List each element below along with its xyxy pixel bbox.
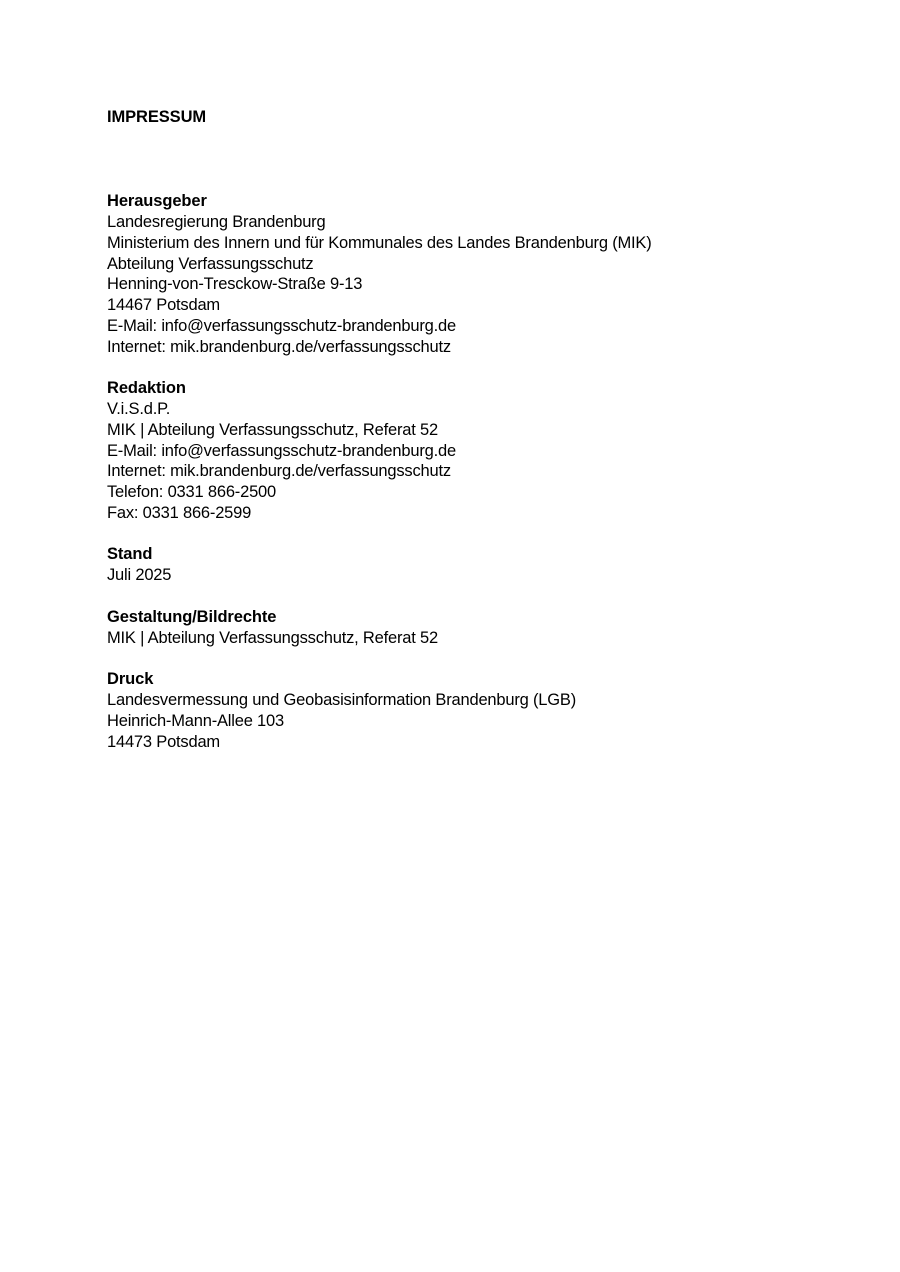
section-heading: Herausgeber xyxy=(107,192,207,210)
impressum-page xyxy=(107,107,867,773)
section-line: 14473 Potsdam xyxy=(107,732,220,751)
section-line: Landesregierung Brandenburg xyxy=(107,213,326,231)
section-line: Fax: 0331 866-2599 xyxy=(107,504,252,523)
section-line: E-Mail: info@verfassungsschutz-brandenburg.de xyxy=(107,316,456,335)
section-gestaltung-bildrechte xyxy=(107,607,867,649)
section-line: MIK | Abteilung Verfassungsschutz, Referat 52 xyxy=(107,420,438,439)
section-line: Internet: mik.brandenburg.de/verfassungsschutz xyxy=(107,462,451,481)
section-line: V.i.S.d.P. xyxy=(107,400,171,419)
section-line: Juli 2025 xyxy=(107,566,172,585)
section-line: Henning-von-Tresckow-Straße 9-13 xyxy=(107,275,363,294)
section-stand xyxy=(107,544,867,586)
section-line: MIK | Abteilung Verfassungsschutz, Referat 52 xyxy=(107,628,438,647)
section-heading: Redaktion xyxy=(107,379,186,398)
section-line: 14467 Potsdam xyxy=(107,296,220,315)
section-line: Ministerium des Innern und für Kommunales des Landes Brandenburg (MIK) xyxy=(107,233,652,252)
section-line: Internet: mik.brandenburg.de/verfassungsschutz xyxy=(107,337,451,356)
section-heading: Druck xyxy=(107,669,154,688)
section-heading: Stand xyxy=(107,545,153,564)
section-line: E-Mail: info@verfassungsschutz-brandenburg.de xyxy=(107,441,456,460)
page-title: IMPRESSUM xyxy=(107,108,207,126)
section-line: Landesvermessung und Geobasisinformation Brandenburg (LGB) xyxy=(107,690,577,709)
impressum-sections xyxy=(107,191,867,752)
section-druck xyxy=(107,669,867,752)
section-redaktion xyxy=(107,378,867,524)
section-line: Abteilung Verfassungsschutz xyxy=(107,254,314,273)
section-line: Telefon: 0331 866-2500 xyxy=(107,483,276,502)
section-heading: Gestaltung/Bildrechte xyxy=(107,607,277,626)
section-line: Heinrich-Mann-Allee 103 xyxy=(107,711,284,730)
section-herausgeber xyxy=(107,191,867,358)
